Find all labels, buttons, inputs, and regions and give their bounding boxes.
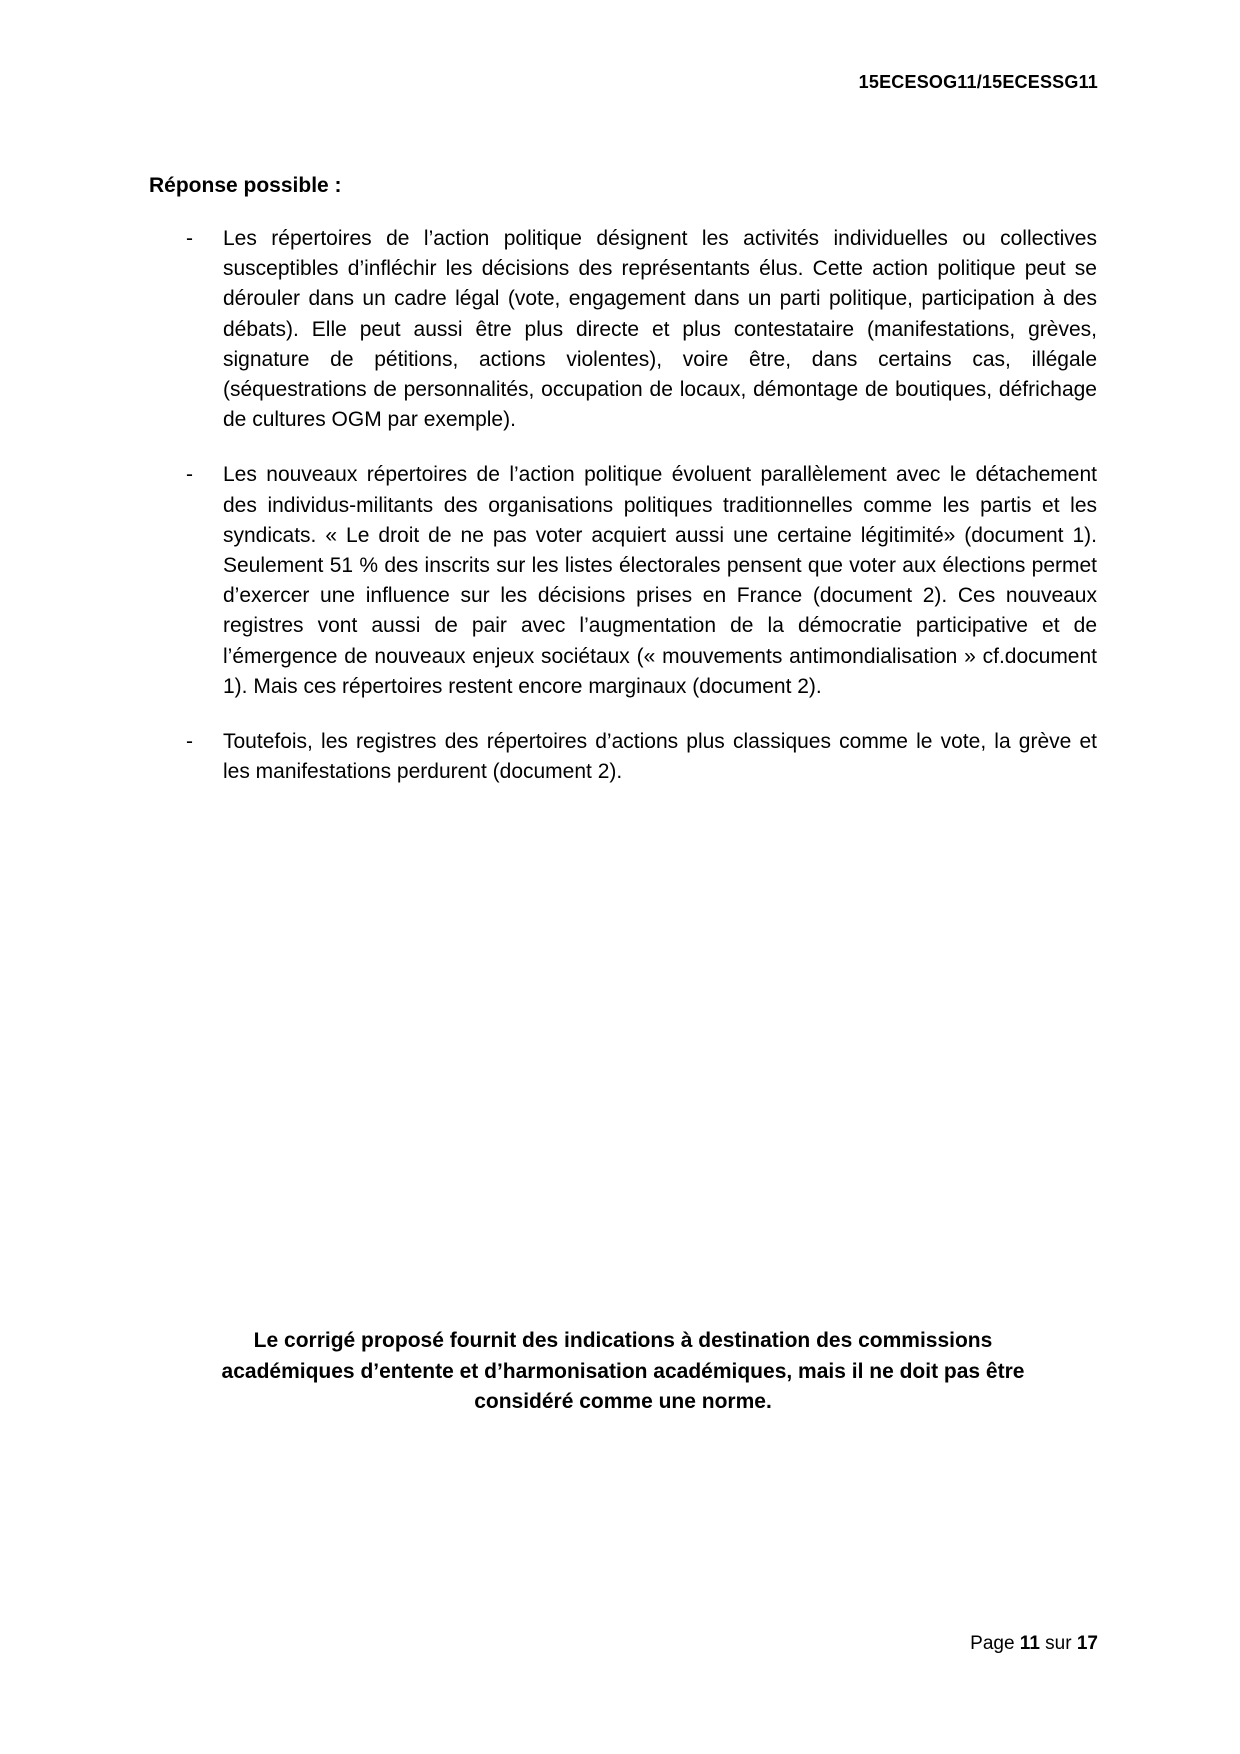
bullet-dash: - [186, 463, 193, 487]
bullet-item [186, 727, 1097, 787]
bullet-text: Toutefois, les registres des répertoires d’actions plus classiques comme le vote, la grève et les manifestations perdurent (document 2). [223, 730, 1097, 784]
bullet-item [186, 460, 1097, 702]
bullet-dash: - [186, 227, 193, 250]
answer-bullet-list [186, 224, 1097, 812]
disclaimer-line: Le corrigé proposé fournit des indications à destination des commissions [253, 1329, 993, 1352]
page-number [970, 1633, 1098, 1655]
bullet-item [186, 224, 1097, 435]
bullet-dash: - [186, 730, 193, 754]
page-current: 11 [1019, 1633, 1040, 1654]
disclaimer-note [149, 1326, 1097, 1418]
page-prefix: Page [970, 1633, 1015, 1654]
disclaimer-line: académiques d’entente et d’harmonisation académiques, mais il ne doit pas être [221, 1359, 1025, 1383]
page-total: 17 [1076, 1633, 1098, 1654]
section-title: Réponse possible : [149, 174, 342, 197]
disclaimer-line: considéré comme une norme. [474, 1390, 772, 1413]
document-code: 15ECESOG11/15ECESSG11 [858, 72, 1098, 92]
bullet-text: Les nouveaux répertoires de l’action politique évoluent parallèlement avec le détachement des individus-militants des organisations politiques traditionnelles comme les partis et les syndicats. « Le droit de ne pas voter acquiert aussi une certaine légitimité» (document 1). Seulement 51 % des inscrits sur les listes électorales pensent que voter aux élections permet d’exercer une influence sur les décisions prises en France (document 2). Ces nouveaux registres vont aussi de pair avec l’augmentation de la démocratie participative et de l’émergence de nouveaux enjeux sociétaux (« mouvements antimondialisation » cf.document 1). Mais ces répertoires restent encore marginaux (document 2). [223, 463, 1097, 698]
bullet-text: Les répertoires de l’action politique désignent les activités individuelles ou collectives susceptibles d’infléchir les décisions des représentants élus. Cette action politique peut se dérouler dans un cadre légal (vote, engagement dans un parti politique, participation à des débats). Elle peut aussi être plus directe et plus contestataire (manifestations, grèves, signature de pétitions, actions violentes), voire être, dans certains cas, illégale (séquestrations de personnalités, occupation de locaux, démontage de boutiques, défrichage de cultures OGM par exemple). [223, 227, 1097, 432]
page-separator: sur [1045, 1633, 1072, 1654]
